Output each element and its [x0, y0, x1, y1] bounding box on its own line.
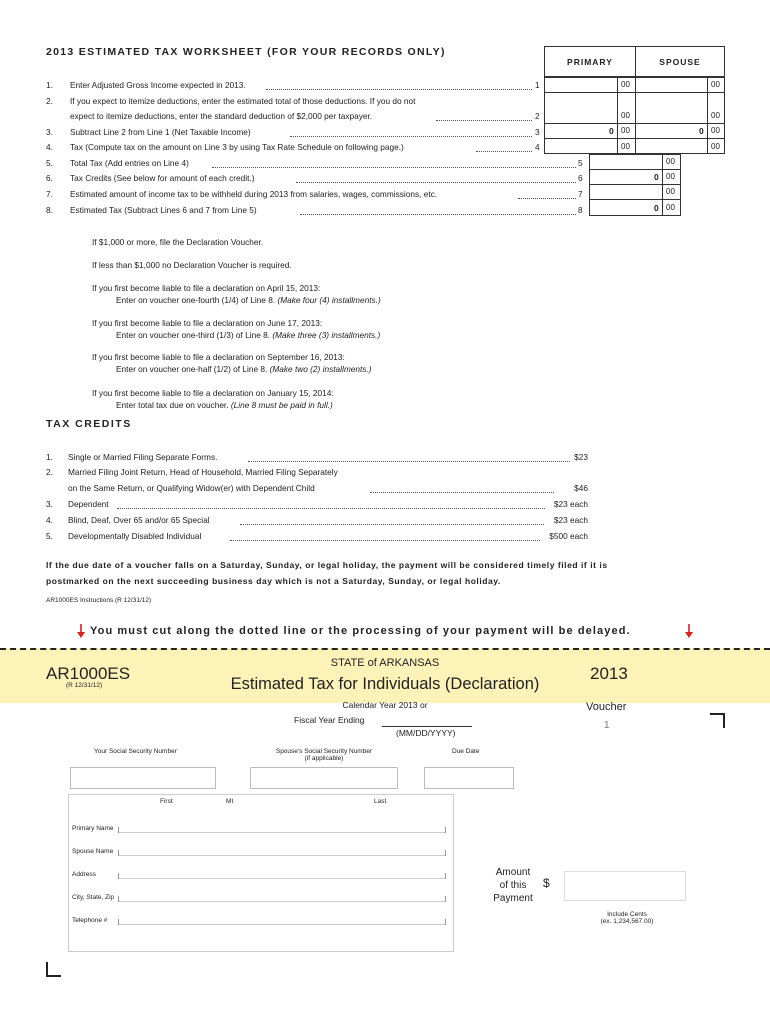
cents-label: 00 — [711, 111, 720, 120]
cut-line[interactable] — [0, 648, 770, 650]
include-cents-text: Include Cents — [607, 911, 647, 918]
spouse-ssn-input[interactable] — [250, 767, 398, 789]
credit-number: 4. — [46, 515, 53, 525]
tax-credits-title: TAX CREDITS — [46, 418, 132, 430]
line-8-value: 0 — [654, 203, 659, 213]
line-text: Total Tax (Add entries on Line 4) — [70, 158, 189, 168]
dollar-sign: $ — [543, 876, 550, 890]
note-line: If you first become liable to file a declaration on June 17, 2013: — [92, 318, 323, 328]
spouse-name-label: Spouse Name — [72, 848, 114, 855]
form-reference: AR1000ES Instructions (R 12/31/12) — [46, 597, 152, 604]
cents-label: 00 — [621, 111, 630, 120]
city-state-zip-label: City, State, Zip — [72, 894, 115, 901]
spouse-ssn-label-text: Spouse's Social Security Number — [275, 748, 373, 755]
note-line: Enter on voucher one-fourth (1/4) of Line 8. — [116, 295, 276, 305]
cents-label: 00 — [711, 142, 720, 151]
note-line: Enter on voucher one-half (1/2) of Line 8. — [116, 364, 268, 374]
credit-amount: $500 each — [549, 531, 588, 541]
line-text: expect to itemize deductions, enter the standard deduction of $2,000 per taxpayer. — [70, 111, 373, 121]
credit-text: Blind, Deaf, Over 65 and/or 65 Special — [68, 515, 210, 525]
note-line: (Make two (2) installments.) — [269, 364, 372, 374]
line-ref: 2 — [535, 111, 540, 121]
line-text: Subtract Line 2 from Line 1 (Net Taxable Income) — [70, 127, 251, 137]
credit-text: Married Filing Joint Return, Head of Household, Married Filing Separately — [68, 467, 338, 477]
line-ref: 3 — [535, 127, 540, 137]
credit-text: Single or Married Filing Separate Forms. — [68, 452, 218, 462]
telephone-label: Telephone # — [72, 917, 108, 924]
note-line: If you first become liable to file a declaration on April 15, 2013: — [92, 283, 321, 293]
amount-label-line: Amount — [495, 867, 531, 878]
line-ref: 1 — [535, 80, 540, 90]
line-ref: 7 — [578, 189, 583, 199]
spouse-ssn-note: (if applicable) — [304, 755, 344, 762]
registration-mark — [46, 962, 61, 977]
payment-amount-input[interactable] — [564, 871, 686, 901]
cents-label: 00 — [666, 187, 675, 196]
note-line: If you first become liable to file a declaration on January 15, 2014: — [92, 388, 334, 398]
note-line: If you first become liable to file a declaration on September 16, 2013: — [92, 352, 345, 362]
credit-number: 1. — [46, 452, 53, 462]
credit-amount: $46 — [574, 483, 588, 493]
note-january — [92, 387, 334, 411]
line-number: 5. — [46, 158, 53, 168]
date-format-hint: (MM/DD/YYYY) — [396, 728, 456, 738]
line-text: Tax Credits (See below for amount of each credit.) — [70, 173, 255, 183]
line-6-value: 0 — [654, 172, 659, 182]
holiday-note-line-1: If the due date of a voucher falls on a Saturday, Sunday, or legal holiday, the payment will be considered timely filed if it is — [46, 560, 608, 570]
cut-notice: You must cut along the dotted line or the processing of your payment will be delayed. — [90, 625, 631, 637]
cents-label: 00 — [711, 126, 720, 135]
form-revision: (R 12/31/12) — [66, 682, 103, 689]
credit-amount: $23 each — [553, 515, 588, 525]
spouse-ssn-label — [266, 748, 382, 762]
cents-label: 00 — [666, 203, 675, 212]
line-number: 6. — [46, 173, 53, 183]
first-name-header: First — [160, 798, 173, 805]
line-number: 2. — [46, 96, 53, 106]
credit-text: Dependent — [68, 499, 109, 509]
mi-header: MI — [226, 798, 234, 805]
down-arrow-icon — [684, 624, 694, 638]
amount-label-line: Payment — [493, 893, 533, 904]
fiscal-year-label: Fiscal Year Ending — [294, 715, 365, 725]
cents-label: 00 — [621, 80, 630, 89]
due-date-input[interactable] — [424, 767, 514, 789]
credit-amount: $23 — [574, 452, 588, 462]
cents-label: 00 — [711, 80, 720, 89]
amount-label — [484, 866, 542, 905]
note-line: Enter on voucher one-third (1/3) of Line 8. — [116, 330, 271, 340]
line-ref: 8 — [578, 205, 583, 215]
cents-label: 00 — [666, 157, 675, 166]
line-text: Enter Adjusted Gross Income expected in 2013. — [70, 80, 246, 90]
address-input[interactable] — [118, 878, 446, 879]
telephone-input[interactable] — [118, 924, 446, 925]
note-line: Enter total tax due on voucher. — [116, 400, 229, 410]
line-3-primary-value: 0 — [609, 126, 614, 136]
credit-text: Developmentally Disabled Individual — [68, 531, 202, 541]
holiday-note-line-2: postmarked on the next succeeding business day which is not a Saturday, Sunday, or legal holiday. — [46, 576, 501, 586]
voucher-label: Voucher — [586, 701, 627, 713]
due-date-label: Due Date — [452, 748, 480, 755]
note-line: (Make four (4) installments.) — [277, 295, 381, 305]
line-text: Estimated amount of income tax to be withheld during 2013 from salaries, wages, commissions, etc. — [70, 189, 438, 199]
note-june — [92, 317, 380, 341]
line-ref: 4 — [535, 142, 540, 152]
line-number: 3. — [46, 127, 53, 137]
cents-label: 00 — [621, 126, 630, 135]
line-3-spouse-value: 0 — [699, 126, 704, 136]
credit-number: 3. — [46, 499, 53, 509]
form-id: AR1000ES — [46, 664, 131, 683]
spouse-name-input[interactable] — [118, 855, 446, 856]
cents-label: 00 — [666, 172, 675, 181]
fiscal-year-input[interactable] — [382, 726, 472, 727]
last-name-header: Last — [374, 798, 387, 805]
line-text: Estimated Tax (Subtract Lines 6 and 7 from Line 5) — [70, 205, 257, 215]
line-ref: 6 — [578, 173, 583, 183]
credit-number: 5. — [46, 531, 53, 541]
spouse-column-header — [635, 46, 725, 77]
line-number: 4. — [46, 142, 53, 152]
state-name: STATE of ARKANSAS — [330, 657, 440, 669]
voucher-number: 1 — [604, 720, 610, 731]
credit-number: 2. — [46, 467, 53, 477]
address-label: Address — [72, 871, 96, 878]
voucher-heading: Estimated Tax for Individuals (Declaration) — [230, 675, 540, 693]
name-address-block — [68, 794, 454, 952]
credit-amount: $23 each — [553, 499, 588, 509]
note-file-voucher: If $1,000 or more, file the Declaration Voucher. — [92, 237, 264, 247]
city-state-zip-input[interactable] — [118, 901, 446, 902]
calendar-year-label: Calendar Year 2013 or — [342, 700, 428, 710]
line-text: If you expect to itemize deductions, enter the estimated total of those deductions. If you do not — [70, 96, 416, 106]
voucher-year: 2013 — [590, 664, 628, 683]
primary-column-header — [544, 46, 636, 77]
credit-text: on the Same Return, or Qualifying Widow(er) with Dependent Child — [68, 483, 315, 493]
amount-label-line: of this — [499, 880, 527, 891]
down-arrow-icon — [76, 624, 86, 638]
primary-header-label: PRIMARY — [567, 57, 613, 67]
line-text: Tax (Compute tax on the amount on Line 3 by using Tax Rate Schedule on following page.) — [70, 142, 404, 152]
primary-name-input[interactable] — [118, 832, 446, 833]
note-april — [92, 282, 381, 306]
note-line: (Make three (3) installments.) — [272, 330, 381, 340]
worksheet-title: 2013 ESTIMATED TAX WORKSHEET (FOR YOUR RECORDS ONLY) — [46, 46, 446, 58]
line-ref: 5 — [578, 158, 583, 168]
include-cents-note — [584, 911, 670, 925]
ssn-label: Your Social Security Number — [94, 748, 177, 755]
cents-label: 00 — [621, 142, 630, 151]
line-number: 1. — [46, 80, 53, 90]
note-september — [92, 351, 372, 375]
primary-name-label: Primary Name — [72, 825, 114, 832]
cents-example-text: (ex. 1,234,567.00) — [600, 918, 654, 925]
line-number: 7. — [46, 189, 53, 199]
ssn-input[interactable] — [70, 767, 216, 789]
note-no-voucher: If less than $1,000 no Declaration Voucher is required. — [92, 260, 292, 270]
spouse-header-label: SPOUSE — [659, 57, 701, 67]
note-line: (Line 8 must be paid in full.) — [230, 400, 333, 410]
line-number: 8. — [46, 205, 53, 215]
registration-mark — [710, 713, 725, 728]
